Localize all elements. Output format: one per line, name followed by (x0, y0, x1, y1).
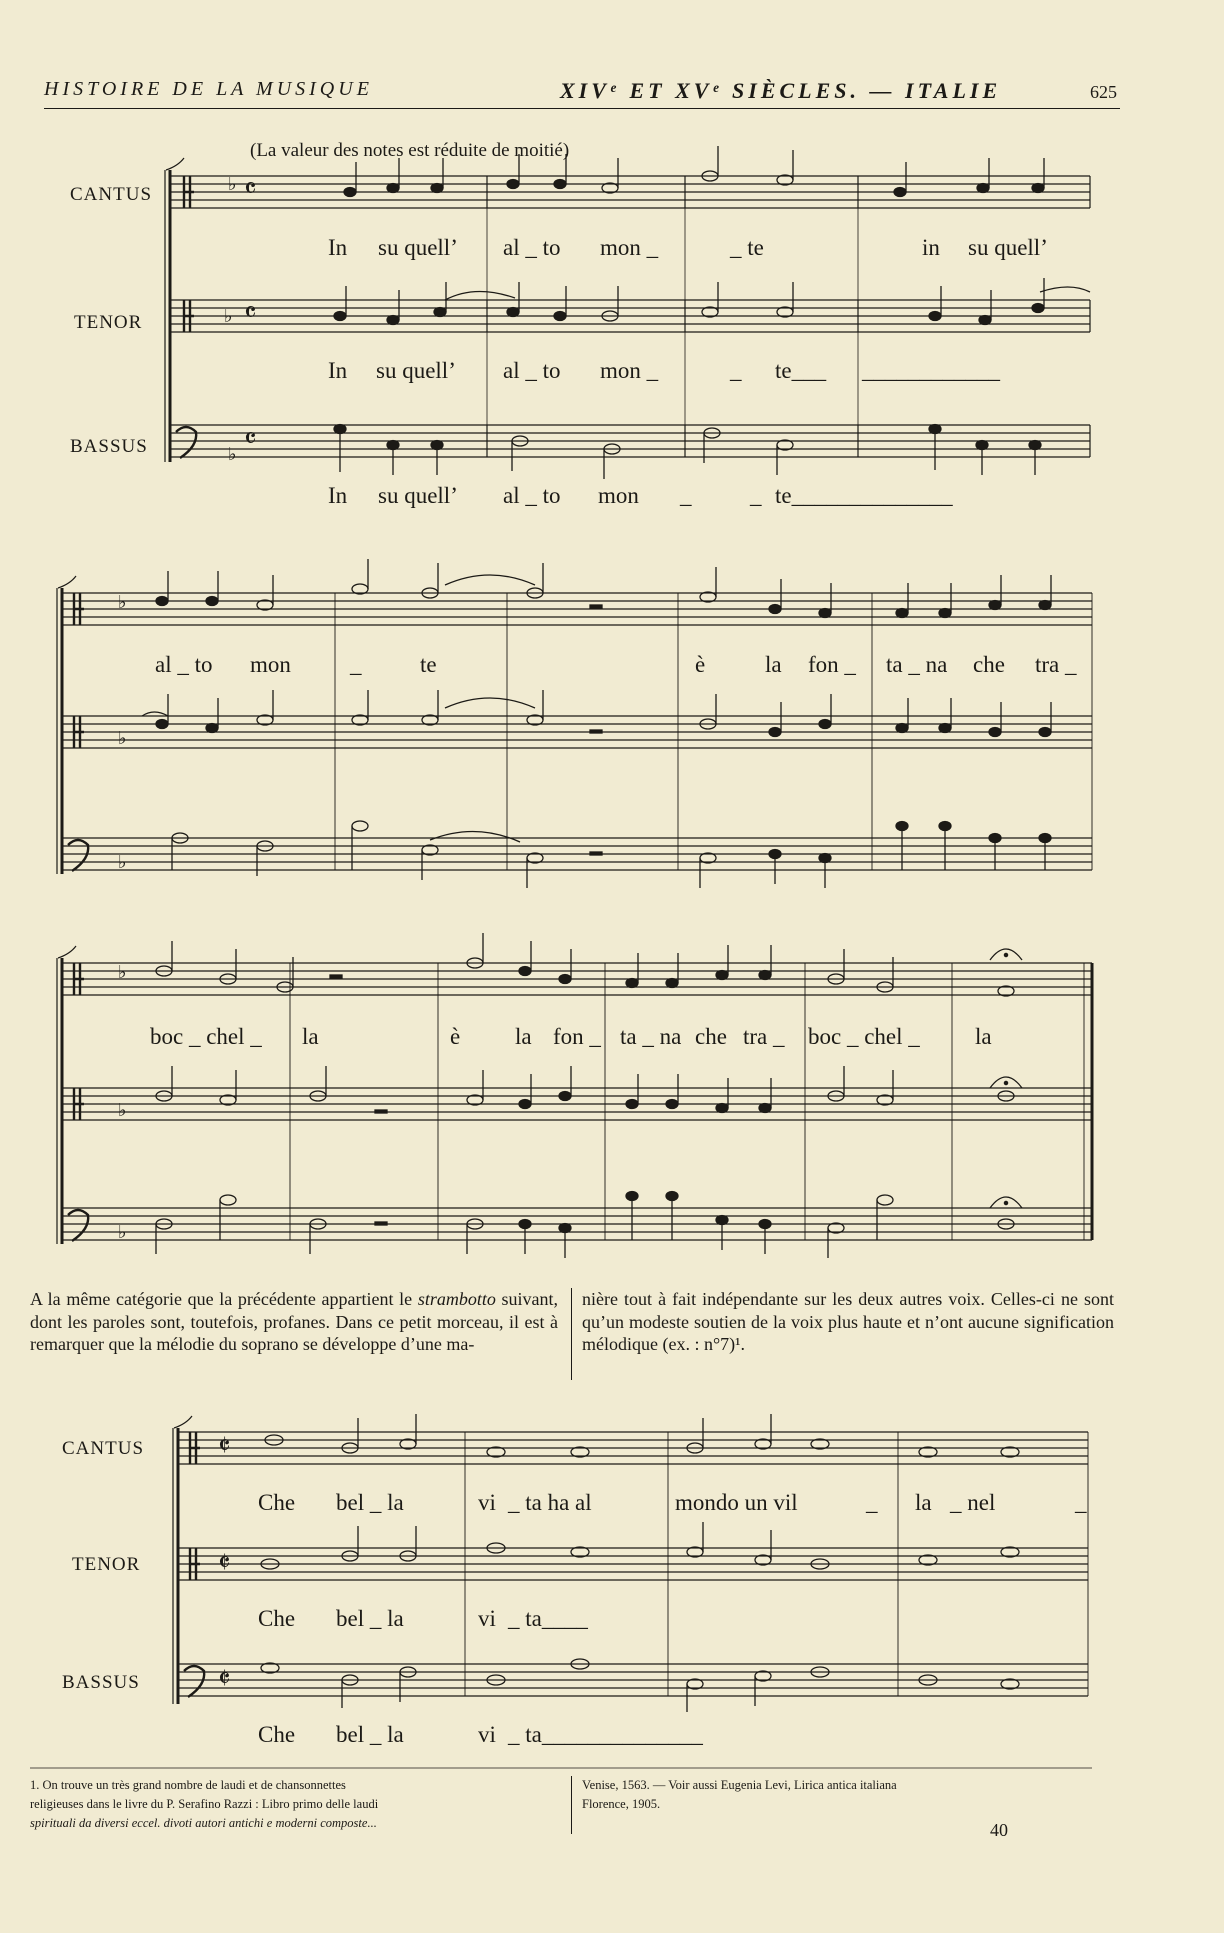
svg-text:𝄴: 𝄴 (244, 174, 257, 205)
footnote-line: religieuses dans le livre du P. Serafino Razzi : Libro primo delle laudi (30, 1797, 379, 1811)
voice-label-tenor-2: TENOR (72, 1554, 141, 1575)
system-4-staves (173, 1416, 1088, 1704)
svg-text:𝄴: 𝄴 (244, 298, 257, 329)
lyric: su quell’ (378, 235, 458, 260)
footnote-line: Florence, 1905. (582, 1797, 661, 1811)
lyric: _ ta ha al (508, 1490, 592, 1515)
svg-text:𝄵: 𝄵 (218, 1664, 231, 1695)
lyric: _ (866, 1490, 878, 1515)
voice-label-cantus-2: CANTUS (62, 1438, 145, 1459)
page-number: 625 (1090, 82, 1117, 102)
lyric: te______________ (775, 483, 953, 508)
lyric: mon _ (600, 358, 659, 383)
voice-label-cantus: CANTUS (70, 184, 153, 205)
lyric: Che (258, 1606, 296, 1631)
lyric: è (695, 652, 706, 677)
lyric: bel _ la (336, 1606, 404, 1631)
lyric: boc _ chel _ (808, 1024, 920, 1049)
lyric: su quell’ (376, 358, 456, 383)
running-header-left: HISTOIRE DE LA MUSIQUE (44, 78, 373, 100)
lyric: _ ta____ (508, 1606, 588, 1631)
lyric: _ te (730, 235, 764, 260)
running-header-right: XIVᵉ ET XVᵉ SIÈCLES. — ITALIE (560, 78, 1002, 103)
lyric: te (420, 652, 437, 677)
paragraph-column-2 (582, 1288, 1114, 1356)
svg-text:♭: ♭ (224, 306, 233, 326)
lyric: fon _ (808, 652, 856, 677)
lyric: che (973, 652, 1005, 677)
footnote-line: 1. On trouve un très grand nombre de laudi et de chansonnettes (30, 1778, 346, 1792)
system-3-staves (57, 946, 1092, 1244)
svg-text:♭: ♭ (118, 1100, 127, 1120)
lyric: fon _ (553, 1024, 601, 1049)
lyric: boc _ chel _ (150, 1024, 262, 1049)
lyric: ta _ na (886, 652, 948, 677)
lyric: la (915, 1490, 932, 1515)
lyric: _ (350, 652, 362, 677)
lyric: la (302, 1024, 319, 1049)
svg-text:____________: ____________ (862, 358, 1000, 383)
voice-label-tenor: TENOR (74, 312, 143, 333)
lyric: vi (478, 1490, 496, 1515)
footnote-line: spirituali da diversi eccel. divoti autori antichi e moderni composte... (30, 1816, 377, 1830)
lyric: la (515, 1024, 532, 1049)
lyric: In (328, 358, 348, 383)
lyric: è (450, 1024, 461, 1049)
voice-label-bassus: BASSUS (70, 436, 148, 457)
lyric: mon _ (600, 235, 659, 260)
lyric: in (922, 235, 940, 260)
lyric: al _ to (155, 652, 213, 677)
lyric: In (328, 235, 348, 260)
lyric: su quell’ (378, 483, 458, 508)
footnote-line: Venise, 1563. — Voir aussi Eugenia Levi, Lirica antica italiana (582, 1778, 897, 1792)
signature-number: 40 (990, 1820, 1008, 1840)
svg-text:𝄵: 𝄵 (218, 1431, 231, 1462)
svg-text:♭: ♭ (118, 962, 127, 982)
footnote-column-1 (30, 1776, 560, 1833)
lyric: tra _ (743, 1024, 785, 1049)
lyric: In (328, 483, 348, 508)
svg-text:𝄵: 𝄵 (218, 1548, 231, 1579)
lyric: Che (258, 1490, 296, 1515)
lyric: _ nel (950, 1490, 996, 1515)
score-note: (La valeur des notes est réduite de moitié) (250, 140, 570, 161)
lyric: mon (598, 483, 639, 508)
lyric: vi (478, 1722, 496, 1747)
lyric: vi (478, 1606, 496, 1631)
lyric: _ (730, 358, 742, 383)
svg-text:♭: ♭ (228, 174, 237, 194)
svg-text:♭: ♭ (228, 444, 237, 464)
footnote-divider (571, 1776, 572, 1834)
paragraph-column-1 (30, 1288, 558, 1356)
lyric: la (975, 1024, 992, 1049)
lyric: al _ to (503, 358, 561, 383)
footnote-column-2 (582, 1776, 1102, 1814)
lyric: al _ to (503, 483, 561, 508)
lyric: su quell’ (968, 235, 1048, 260)
svg-text:♭: ♭ (118, 592, 127, 612)
lyric: te___ (775, 358, 827, 383)
paragraph-text-1: A la même catégorie que la précédente appartient le strambotto suivant, dont les paroles sont, toutefois, profanes. Dans ce petit morceau, il est à remarquer que la mélodie du soprano se développe d’une ma- (30, 1289, 558, 1354)
lyric: bel _ la (336, 1722, 404, 1747)
svg-text:♭: ♭ (118, 728, 127, 748)
svg-text:♭: ♭ (118, 1222, 127, 1242)
lyric: bel _ la (336, 1490, 404, 1515)
lyric: tra _ (1035, 652, 1077, 677)
lyric: ta _ na (620, 1024, 682, 1049)
lyric: mondo un vil (675, 1490, 798, 1515)
column-divider (571, 1288, 572, 1380)
svg-text:♭: ♭ (118, 852, 127, 872)
lyric: _ ta______________ (508, 1722, 703, 1747)
lyric: al _ to (503, 235, 561, 260)
lyric: Che (258, 1722, 296, 1747)
lyric: la (765, 652, 782, 677)
paragraph-text-2: nière tout à fait indépendante sur les deux autres voix. Celles-ci ne sont qu’un modeste soutien de la voix plus haute et n’ont aucune signification mélodique (ex. : n°7)¹. (582, 1289, 1114, 1354)
time-signature-glyphs (118, 174, 257, 1695)
lyric: _ (750, 483, 762, 508)
voice-label-bassus-2: BASSUS (62, 1672, 140, 1693)
lyric: mon (250, 652, 291, 677)
lyric: _ (680, 483, 692, 508)
lyric: che (695, 1024, 727, 1049)
clef-icons (68, 176, 204, 1697)
system-1-staves (165, 158, 1090, 462)
lyric: _ (1075, 1490, 1087, 1515)
svg-text:𝄴: 𝄴 (244, 424, 257, 455)
